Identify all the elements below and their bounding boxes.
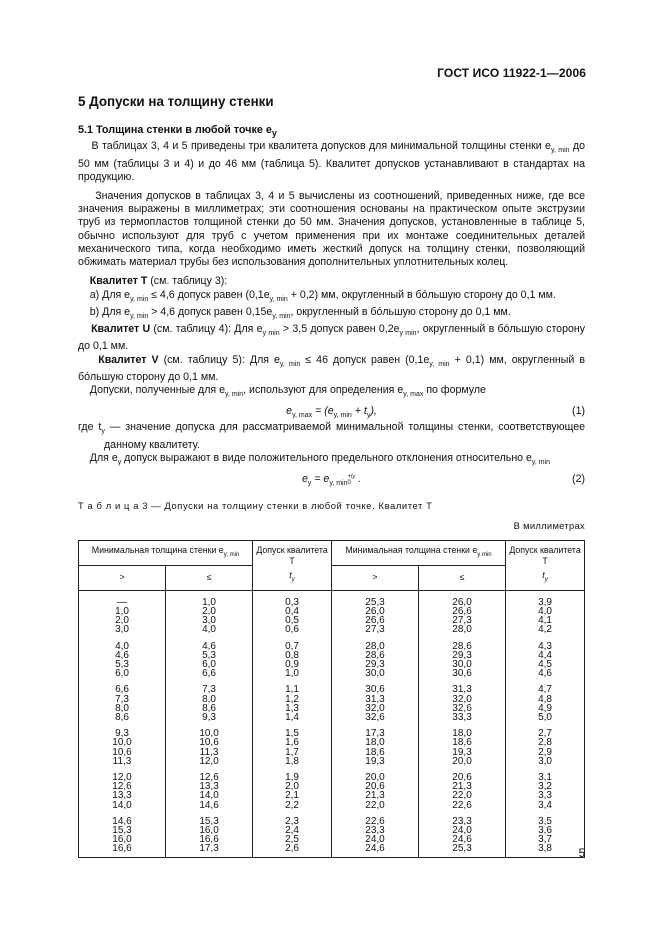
cell-min-le: 6,6 <box>166 669 253 678</box>
cell-min-le: 9,3 <box>166 713 253 722</box>
cell-min-le: 14,0 <box>166 791 253 800</box>
cell-min-gt: 2,0 <box>79 616 166 625</box>
cell-min-gt: 15,3 <box>79 826 166 835</box>
cell-min-gt: 11,3 <box>79 757 166 766</box>
grade-t-rest: (см. таблицу 3): <box>147 275 228 288</box>
cell-min-gt-2: 24,0 <box>331 835 418 844</box>
cell-min-le: 2,0 <box>166 607 253 616</box>
table-row <box>79 635 585 651</box>
cell-min-le: 12,6 <box>166 766 253 782</box>
head-min-left <box>79 540 253 565</box>
cell-min-gt: 8,6 <box>79 713 166 722</box>
cell-tol: 2,2 <box>253 801 332 810</box>
head-min-left-text: Минимальная толщина стенки e <box>91 544 224 555</box>
equation-1-number: (1) <box>572 405 585 418</box>
cell-min-gt: 13,3 <box>79 791 166 800</box>
p3-sub: y, min <box>225 391 244 399</box>
grade-v-rest: ≤ 46 допуск равен (0,1e <box>300 353 430 366</box>
cell-min-le: 4,0 <box>166 625 253 634</box>
cell-min-gt-2: 32,6 <box>331 713 418 722</box>
grade-v-sub2: y, min <box>429 360 450 368</box>
grade-v-text: (см. таблицу 5): Для e <box>158 353 280 366</box>
eq2-b: = e <box>311 473 330 486</box>
p3-sub2: y, max <box>403 391 424 399</box>
table-row <box>79 738 585 747</box>
eq2-sup-sub: y <box>352 473 356 480</box>
cell-tol: 2,3 <box>253 810 332 826</box>
cell-min-gt: 14,6 <box>79 810 166 826</box>
cell-min-gt: 4,0 <box>79 635 166 651</box>
head-le-right: ≤ <box>419 565 506 590</box>
cell-min-le: 15,3 <box>166 810 253 826</box>
cell-min-le-2: 24,0 <box>419 826 506 835</box>
cell-min-le-2: 20,6 <box>419 766 506 782</box>
cell-min-gt-2: 27,3 <box>331 625 418 634</box>
cell-min-gt-2: 22,6 <box>331 810 418 826</box>
cell-min-le: 10,0 <box>166 722 253 738</box>
cell-min-le-2: 28,6 <box>419 635 506 651</box>
equation-2-number: (2) <box>572 473 585 486</box>
eq2-low: 0 <box>347 479 351 486</box>
item-b-sub: y, min <box>130 312 149 320</box>
cell-tol-2: 4,9 <box>506 704 585 713</box>
head-min-right-text: Минимальная толщина стенки e <box>345 544 478 555</box>
table-caption: Т а б л и ц а 3 — Допуски на толщину стенки в любой точке. Квалитет Т <box>78 500 433 512</box>
eq1-sub3: y <box>366 412 371 420</box>
subsection-title-sub: y <box>271 128 277 139</box>
equation-1-formula <box>78 405 585 422</box>
cell-tol-2: 4,8 <box>506 695 585 704</box>
head-t-left-letter: t <box>289 569 292 580</box>
cell-min-gt-2: 18,6 <box>331 748 418 757</box>
cell-min-le-2: 32,6 <box>419 704 506 713</box>
cell-min-le-2: 19,3 <box>419 748 506 757</box>
cell-min-le-2: 30,6 <box>419 669 506 678</box>
cell-min-gt: 3,0 <box>79 625 166 634</box>
cell-tol: 0,6 <box>253 625 332 634</box>
cell-min-gt-2: 28,0 <box>331 635 418 651</box>
table-row <box>79 766 585 782</box>
cell-min-le-2: 21,3 <box>419 782 506 791</box>
cell-min-gt: 9,3 <box>79 722 166 738</box>
grade-v-label: Квалитет V <box>98 353 159 366</box>
table-row <box>79 748 585 757</box>
grade-u-line <box>78 323 585 354</box>
table-row <box>79 844 585 857</box>
table-head-row-1 <box>79 540 585 565</box>
grade-t-label: Квалитет Т <box>89 275 148 288</box>
cell-min-le: 11,3 <box>166 748 253 757</box>
table-row <box>79 625 585 634</box>
cell-tol: 1,8 <box>253 757 332 766</box>
cell-min-le-2: 29,3 <box>419 651 506 660</box>
cell-min-le-2: 27,3 <box>419 616 506 625</box>
cell-tol-2: 2,7 <box>506 722 585 738</box>
cell-min-gt-2: 28,6 <box>331 651 418 660</box>
cell-min-gt-2: 32,0 <box>331 704 418 713</box>
subsection-title <box>78 124 585 140</box>
cell-min-gt-2: 17,3 <box>331 722 418 738</box>
grade-u-label: Квалитет U <box>91 323 151 336</box>
cell-tol-2: 4,0 <box>506 607 585 616</box>
table-row <box>79 722 585 738</box>
table-row <box>79 678 585 694</box>
table-row <box>79 695 585 704</box>
subsection-title-text: 5.1 Толщина стенки в любой точке e <box>78 124 272 136</box>
eq2-limits <box>347 474 355 486</box>
table-units: В миллиметрах <box>513 519 585 531</box>
cell-tol-2: 3,3 <box>506 791 585 800</box>
cell-tol-2: 3,7 <box>506 835 585 844</box>
cell-min-gt-2: 31,3 <box>331 695 418 704</box>
table-row <box>79 791 585 800</box>
eq2-sub: y <box>307 480 312 488</box>
item-b-rest2: , округленный в бóльшую сторону до 0,1 мм. <box>290 305 511 318</box>
table-row <box>79 616 585 625</box>
table-row <box>79 835 585 844</box>
item-b <box>78 306 585 323</box>
cell-min-gt-2: 29,3 <box>331 660 418 669</box>
cell-tol-2: 3,5 <box>506 810 585 826</box>
head-t-left <box>254 570 330 586</box>
eq1-b: = (e <box>312 405 334 418</box>
p3-rest: по формуле <box>423 384 486 397</box>
cell-min-gt-2: 22,0 <box>331 801 418 810</box>
item-b-sub2: y, min <box>272 312 291 320</box>
cell-min-gt: 12,0 <box>79 766 166 782</box>
cell-min-le-2: 18,6 <box>419 738 506 747</box>
p1-sub: y, min <box>550 147 570 155</box>
cell-tol: 1,6 <box>253 738 332 747</box>
cell-min-gt: 10,6 <box>79 748 166 757</box>
cell-min-gt: 16,6 <box>79 844 166 857</box>
cell-tol: 0,4 <box>253 607 332 616</box>
table-row <box>79 590 585 607</box>
head-min-left-sub: y, min <box>223 551 240 558</box>
item-b-text: b) Для e <box>89 305 131 318</box>
cell-min-le: 6,0 <box>166 660 253 669</box>
equation-2 <box>78 473 585 487</box>
p4-mid: допуск выражают в виде положительного предельного отклонения относительно e <box>121 451 532 464</box>
grade-t-line <box>78 275 585 288</box>
cell-tol-2: 2,8 <box>506 738 585 747</box>
grade-v-line <box>78 354 585 385</box>
cell-min-gt-2: 30,6 <box>331 678 418 694</box>
where-line <box>78 421 585 452</box>
cell-tol: 1,2 <box>253 695 332 704</box>
cell-min-le: 13,3 <box>166 782 253 791</box>
eq2-sup: +t <box>347 473 353 480</box>
table-row <box>79 782 585 791</box>
cell-tol: 1,1 <box>253 678 332 694</box>
cell-tol: 1,4 <box>253 713 332 722</box>
table-row <box>79 713 585 722</box>
cell-min-le-2: 26,0 <box>419 590 506 607</box>
cell-min-le: 7,3 <box>166 678 253 694</box>
head-t-right <box>507 570 583 586</box>
table-row <box>79 826 585 835</box>
cell-tol: 2,1 <box>253 791 332 800</box>
head-tol-left <box>253 540 332 590</box>
cell-min-le-2: 32,0 <box>419 695 506 704</box>
cell-min-le-2: 30,0 <box>419 660 506 669</box>
cell-min-le-2: 24,6 <box>419 835 506 844</box>
cell-min-le: 4,6 <box>166 635 253 651</box>
cell-tol: 2,5 <box>253 835 332 844</box>
cell-tol-2: 3,1 <box>506 766 585 782</box>
grade-v-sub: y, min <box>279 360 301 368</box>
item-a-sub: y, min <box>130 295 149 303</box>
cell-min-le: 16,6 <box>166 835 253 844</box>
paragraph-2 <box>78 190 585 269</box>
grade-u-sub: y min <box>262 330 280 338</box>
table-row <box>79 669 585 678</box>
table-row <box>79 607 585 616</box>
head-gt-right: > <box>331 565 418 590</box>
cell-min-gt: 12,6 <box>79 782 166 791</box>
paragraph-1 <box>78 140 585 184</box>
cell-min-le: 16,0 <box>166 826 253 835</box>
cell-min-le: 10,6 <box>166 738 253 747</box>
item-a-rest2: + 0,2) мм, округленный в бóльшую сторону до 0,1 мм. <box>287 288 556 301</box>
grade-u-rest: > 3,5 допуск равен 0,2e <box>279 323 400 336</box>
cell-tol-2: 3,9 <box>506 590 585 607</box>
cell-tol: 1,7 <box>253 748 332 757</box>
cell-min-gt-2: 20,0 <box>331 766 418 782</box>
cell-min-le: 8,0 <box>166 695 253 704</box>
cell-min-le-2: 33,3 <box>419 713 506 722</box>
cell-min-gt: 5,3 <box>79 660 166 669</box>
cell-tol-2: 3,6 <box>506 826 585 835</box>
eq1-end: ), <box>370 405 377 418</box>
section-title: 5 Допуски на толщину стенки <box>78 94 274 109</box>
cell-min-le: 17,3 <box>166 844 253 857</box>
cell-min-le: 14,6 <box>166 801 253 810</box>
p4-sub2: y, min <box>531 459 551 467</box>
p3-mid: , используют для определения e <box>243 384 404 397</box>
cell-min-le: 3,0 <box>166 616 253 625</box>
cell-tol-2: 4,3 <box>506 635 585 651</box>
head-tol-right-text: Допуск квалитета Т <box>509 544 581 566</box>
cell-tol-2: 3,2 <box>506 782 585 791</box>
cell-min-le: 12,0 <box>166 757 253 766</box>
cell-min-gt: 1,0 <box>79 607 166 616</box>
head-gt-left: > <box>79 565 166 590</box>
cell-min-gt: 8,0 <box>79 704 166 713</box>
head-tol-right <box>506 540 585 590</box>
cell-tol: 0,5 <box>253 616 332 625</box>
cell-tol: 0,8 <box>253 651 332 660</box>
table-body <box>79 590 585 857</box>
cell-tol: 0,9 <box>253 660 332 669</box>
head-t-right-sub: y <box>544 576 548 583</box>
where-sub: y <box>101 428 105 436</box>
table-row <box>79 810 585 826</box>
table-row <box>79 704 585 713</box>
eq1-sub2: y, min <box>333 412 352 420</box>
cell-tol-2: 4,4 <box>506 651 585 660</box>
cell-min-gt: 6,6 <box>79 678 166 694</box>
cell-min-le-2: 18,0 <box>419 722 506 738</box>
cell-min-le-2: 20,0 <box>419 757 506 766</box>
p1-rest: до 50 мм (таблицы 3 и 4) и до 46 мм (таблица 5). Квалитет допусков устанавливают в стандартах на продукцию. <box>78 140 585 183</box>
cell-min-gt: 7,3 <box>79 695 166 704</box>
cell-min-le-2: 26,6 <box>419 607 506 616</box>
cell-min-gt-2: 18,0 <box>331 738 418 747</box>
cell-min-le-2: 22,0 <box>419 791 506 800</box>
cell-min-le: 8,6 <box>166 704 253 713</box>
cell-tol-2: 4,2 <box>506 625 585 634</box>
eq1-a: e <box>286 405 293 418</box>
cell-min-gt: 14,0 <box>79 801 166 810</box>
cell-min-gt-2: 23,3 <box>331 826 418 835</box>
head-min-right <box>331 540 505 565</box>
cell-tol: 0,3 <box>253 590 332 607</box>
head-t-left-sub: y <box>291 576 295 583</box>
grade-u-sub2: y min <box>399 330 417 338</box>
cell-min-gt-2: 24,6 <box>331 844 418 857</box>
head-t-right-letter: t <box>542 569 545 580</box>
cell-tol: 2,0 <box>253 782 332 791</box>
cell-min-gt: 10,0 <box>79 738 166 747</box>
eq2-sup-wrap <box>347 474 355 480</box>
cell-min-le: 5,3 <box>166 651 253 660</box>
p3-text: Допуски, полученные для e <box>89 384 225 397</box>
tolerance-table <box>78 540 585 858</box>
cell-tol-2: 5,0 <box>506 713 585 722</box>
page-number: 5 <box>578 848 585 860</box>
where-text: где t <box>78 421 102 434</box>
cell-min-gt: 4,6 <box>79 651 166 660</box>
head-tol-left-text: Допуск квалитета Т <box>256 544 328 566</box>
cell-tol: 1,5 <box>253 722 332 738</box>
cell-tol-2: 3,0 <box>506 757 585 766</box>
page-content <box>78 94 585 858</box>
cell-min-le-2: 22,6 <box>419 801 506 810</box>
cell-min-le: 1,0 <box>166 590 253 607</box>
p4-text: Для e <box>89 451 118 464</box>
cell-min-gt-2: 30,0 <box>331 669 418 678</box>
equation-2-formula <box>78 473 585 490</box>
cell-tol: 1,0 <box>253 669 332 678</box>
cell-tol-2: 3,8 <box>506 844 585 857</box>
cell-tol: 0,7 <box>253 635 332 651</box>
paragraph-4 <box>78 452 585 469</box>
cell-min-gt: 6,0 <box>79 669 166 678</box>
table-row <box>79 801 585 810</box>
cell-min-gt-2: 26,6 <box>331 616 418 625</box>
cell-tol-2: 4,6 <box>506 669 585 678</box>
cell-tol-2: 4,1 <box>506 616 585 625</box>
cell-min-le-2: 31,3 <box>419 678 506 694</box>
cell-min-gt: 16,0 <box>79 835 166 844</box>
cell-min-gt-2: 25,3 <box>331 590 418 607</box>
equation-1 <box>78 405 585 419</box>
item-a <box>78 289 585 306</box>
p2-text: Значения допусков в таблицах 3, 4 и 5 вычислены из соотношений, приведенных ниже, где все значения выражены в миллиметрах; эти соотношения основаны на практическом опыте экструзии труб из термопластов толщиной стенки до 50 мм. Значения допусков, установленные в таблице 5, обычно используют для труб с учетом применения при их монтаже соединительных деталей механического типа, когда необходимо иметь жесткий допуск на толщину стенки, позволяющий обжимать материал трубы без использования дополнительных уплотнительных колец. <box>78 190 585 269</box>
item-a-rest: ≤ 4,6 допуск равен (0,1e <box>148 288 270 301</box>
cell-min-le-2: 23,3 <box>419 810 506 826</box>
p4-sub: y <box>117 459 122 467</box>
head-min-right-sub: y min <box>477 551 492 558</box>
cell-min-gt-2: 20,6 <box>331 782 418 791</box>
cell-min-le-2: 25,3 <box>419 844 506 857</box>
table-row <box>79 651 585 660</box>
cell-min-le-2: 28,0 <box>419 625 506 634</box>
table-row <box>79 757 585 766</box>
eq2-sub2: y, min <box>329 480 348 488</box>
cell-tol: 1,3 <box>253 704 332 713</box>
paragraph-3 <box>78 384 585 401</box>
p1-text: В таблицах 3, 4 и 5 приведены три квалитета допусков для минимальной толщины стенки e <box>91 140 551 153</box>
cell-tol: 2,6 <box>253 844 332 857</box>
item-b-rest: > 4,6 допуск равен 0,15e <box>148 305 273 318</box>
eq1-sub: y, max <box>292 412 313 420</box>
cell-tol-2: 3,4 <box>506 801 585 810</box>
grade-u-rest2: , округленный в бóльшую сторону до 0,1 мм. <box>78 323 586 353</box>
cell-min-gt-2: 19,3 <box>331 757 418 766</box>
cell-min-gt-2: 21,3 <box>331 791 418 800</box>
item-a-sub2: y, min <box>269 295 288 303</box>
cell-min-gt: — <box>79 590 166 607</box>
grade-v-rest2: + 0,1) мм, округленный в бóльшую сторону до 0,1 мм. <box>78 353 586 383</box>
cell-tol-2: 4,7 <box>506 678 585 694</box>
cell-tol-2: 2,9 <box>506 748 585 757</box>
eq2-a: e <box>301 473 308 486</box>
cell-tol-2: 4,5 <box>506 660 585 669</box>
cell-tol: 1,9 <box>253 766 332 782</box>
grade-u-text: (см. таблицу 4): Для e <box>150 323 263 336</box>
eq2-end: . <box>355 473 362 486</box>
document-header: ГОСТ ИСО 11922-1—2006 <box>437 66 586 80</box>
eq1-c: + t <box>351 405 367 418</box>
item-a-text: a) Для e <box>89 288 131 301</box>
cell-min-gt-2: 26,0 <box>331 607 418 616</box>
where-rest: — значение допуска для рассматриваемой минимальной толщины стенки, соответствующее данному квалитету. <box>104 421 585 451</box>
cell-tol: 2,4 <box>253 826 332 835</box>
table-row <box>79 660 585 669</box>
head-le-left: ≤ <box>166 565 253 590</box>
